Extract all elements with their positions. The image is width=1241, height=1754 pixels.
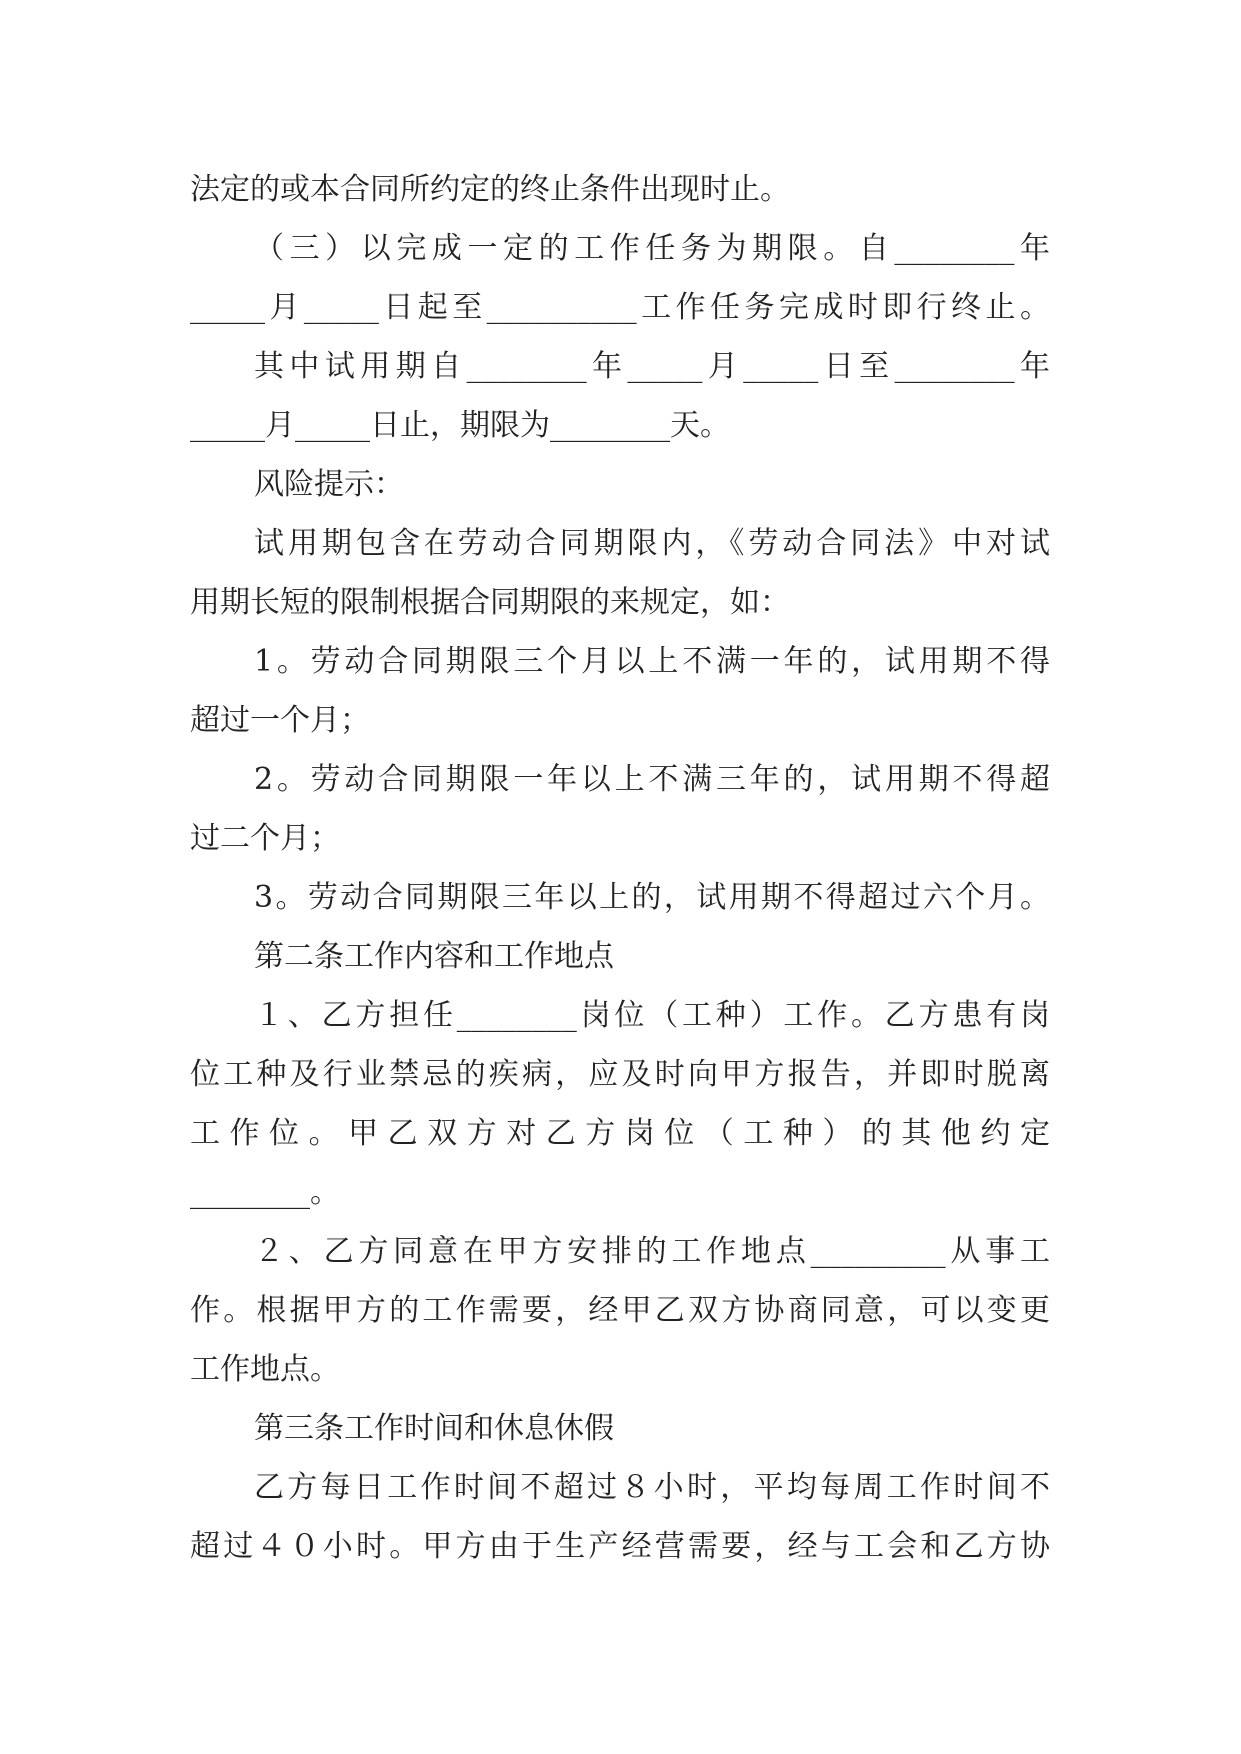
- text-line: ________。: [190, 1175, 340, 1210]
- text-line: 第二条工作内容和工作地点: [254, 939, 614, 974]
- text-line: 3。劳动合同期限三年以上的，试用期不得超过六个月。: [254, 880, 1050, 915]
- text-line: 过二个月；: [190, 821, 340, 856]
- text-line: 工作位。甲乙双方对乙方岗位（工种）的其他约定: [190, 1116, 1050, 1151]
- text-line: （三）以完成一定的工作任务为期限。自________年: [254, 231, 1050, 266]
- text-line: １、乙方担任________岗位（工种）工作。乙方患有岗: [254, 998, 1050, 1033]
- text-line: 超过一个月；: [190, 703, 370, 738]
- text-line: 作。根据甲方的工作需要，经甲乙双方协商同意，可以变更: [190, 1293, 1050, 1328]
- text-line: 试用期包含在劳动合同期限内，《劳动合同法》中对试: [254, 526, 1050, 561]
- text-line: 工作地点。: [190, 1352, 340, 1387]
- text-line: _____月_____日起至__________工作任务完成时即行终止。: [190, 290, 1050, 325]
- text-line: _____月_____日止，期限为________天。: [190, 408, 730, 443]
- text-line: 1。劳动合同期限三个月以上不满一年的，试用期不得: [254, 644, 1050, 679]
- text-line: 位工种及行业禁忌的疾病，应及时向甲方报告，并即时脱离: [190, 1057, 1050, 1092]
- text-line: 乙方每日工作时间不超过８小时，平均每周工作时间不: [254, 1470, 1050, 1505]
- text-line: ２、乙方同意在甲方安排的工作地点_________从事工: [254, 1234, 1050, 1269]
- text-line: 法定的或本合同所约定的终止条件出现时止。: [190, 172, 790, 207]
- text-line: 其中试用期自________年_____月_____日至________年: [254, 349, 1050, 384]
- text-line: 第三条工作时间和休息休假: [254, 1411, 614, 1446]
- text-line: 超过４０小时。甲方由于生产经营需要，经与工会和乙方协: [190, 1529, 1050, 1564]
- document-body: [190, 160, 1050, 1576]
- text-line: 2。劳动合同期限一年以上不满三年的，试用期不得超: [254, 762, 1050, 797]
- text-line: 用期长短的限制根据合同期限的来规定，如：: [190, 585, 790, 620]
- text-line: 风险提示：: [254, 467, 404, 502]
